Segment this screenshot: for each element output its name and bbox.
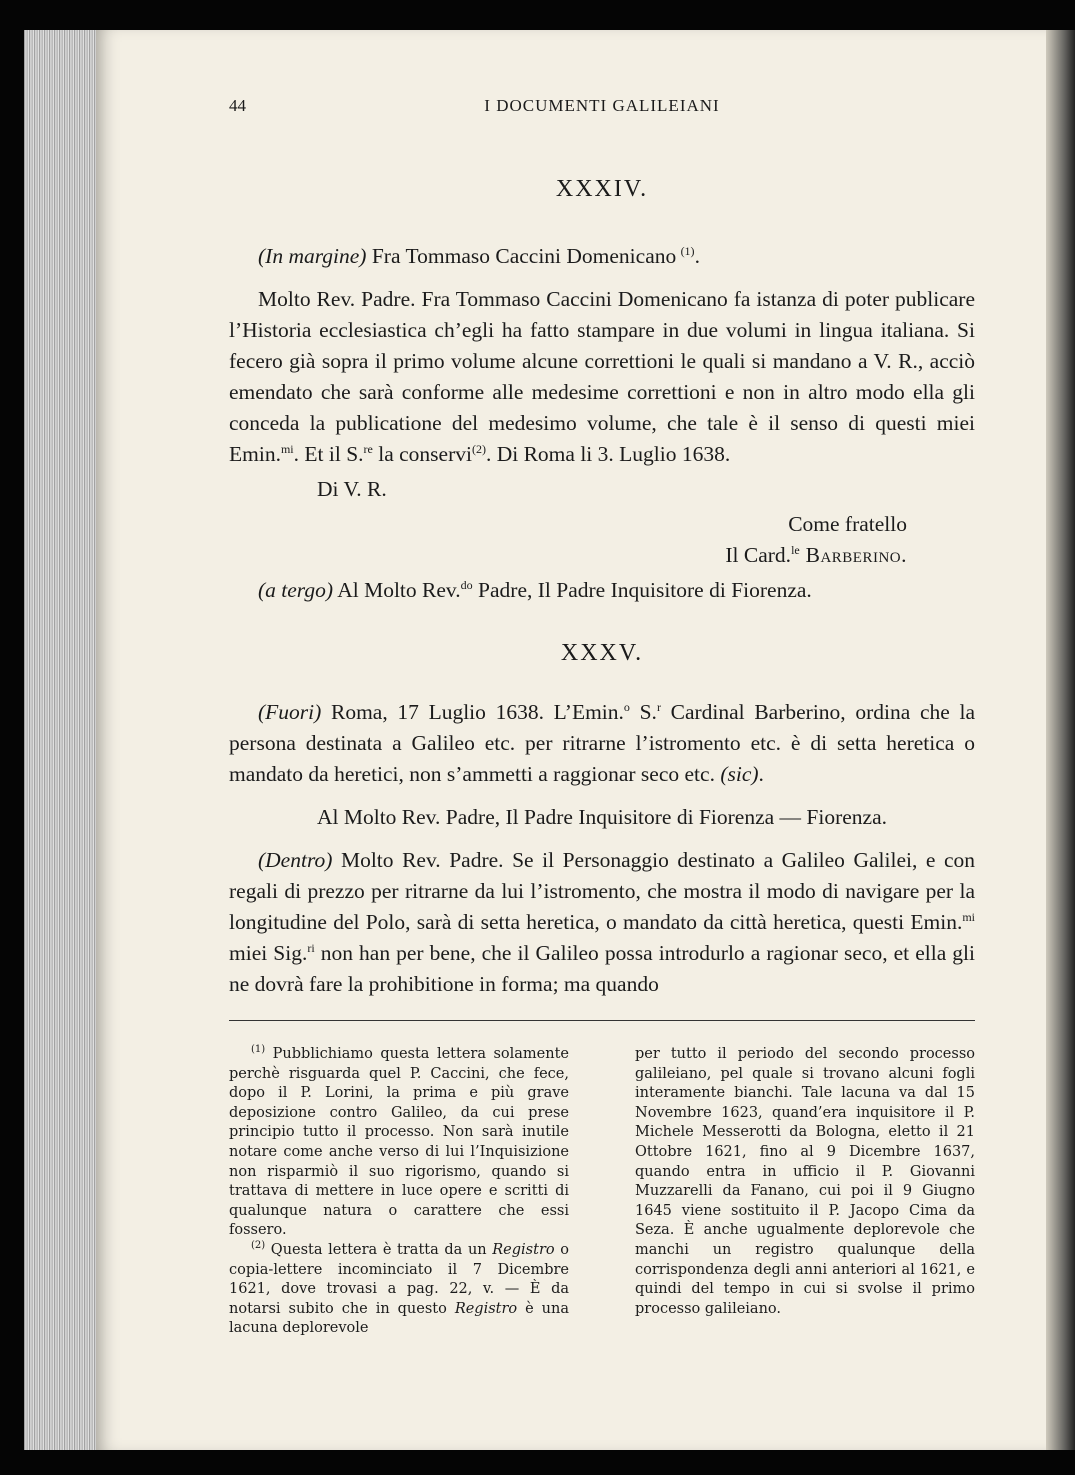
book-gutter: [1046, 30, 1075, 1450]
margin-note: (In margine) Fra Tommaso Caccini Domenicano $^{(1)}$.: [258, 243, 700, 268]
footnote-ref-2: (2): [471, 441, 486, 456]
document-title-xxxiv: XXXIV.: [555, 176, 649, 202]
outside-note: (Fuori) Roma, 17 Luglio 1638. L’Emin.$^o$ S.$^r$ Cardinal Barberino, ordina che la persona destinata a Galileo etc. per ritrarne l’istromento etc. è di setta heretica o mandato da heretici, non s’ammetti a raggionar seco etc. (sic).: [229, 699, 975, 786]
footnote-2-continued: per tutto il periodo del secondo processo galileiano, pel quale si trovano alcuni fogli interamente bianchi. Tale lacuna va dal 15 Novembre 1623, quand’era inquisitore il P. Michele Messerotti da Bologna, eletto il 21 Ottobre 1621, fino al 9 Dicembre 1637, quando entra in ufficio il P. Giovanni Muzzarelli da Fanano, cui poi il 9 Giugno 1645 viene sostituito il P. Jacopo Cima da Seza. È anche ugualmente deplorevole che manchi un registro qualunque della corrispondenza degli anni anteriori al 1621, e quindi del tempo in cui si svolse il primo processo galileiano.: [635, 1046, 975, 1317]
footnotes-right-column: [635, 1045, 975, 1339]
closing: Come fratello: [788, 512, 907, 536]
footnotes: [229, 1045, 975, 1339]
document-title-xxxv: XXXV.: [560, 640, 644, 666]
page-content: [229, 96, 975, 1339]
running-head: [229, 96, 975, 126]
footnote-2: $^{(2)}$ Questa lettera è tratta da un Registro o copia-lettere incominciato il 7 Dicembre 1621, dove trovasi a pag. 22, v. — È da notarsi subito che in questo Registro è una lacuna deplorevole: [229, 1240, 569, 1337]
running-title: I DOCUMENTI GALILEIANI: [484, 96, 720, 115]
letter-body-xxxv: (Dentro) Molto Rev. Padre. Se il Personaggio destinato a Galileo Galilei, e con regali di prezzo per ritrarne da lui l’istromento, che mostra il modo di navigare per la longitudine del Polo, sarà di setta heretica, o mandato da città heretica, questi Emin.$^{mi}$ miei Sig.$^{ri}$ non han per bene, che il Galileo possa introdurlo a ragionar seco, et ella gli ne dovrà fare la prohibitione in forma; ma quando: [229, 848, 975, 996]
page-edges: [24, 30, 104, 1450]
salutation: Di V. R.: [317, 477, 387, 501]
footnote-1: $^{(1)}$ Pubblichiamo questa lettera solamente perchè risguarda quel P. Caccini, che fece, dopo il P. Lorini, la prima e più grave deposizione contro Galileo, da cui prese principio tutto il processo. Non sarà inutile notare come anche verso di lui l’Inquisizione non risparmiò il suo rigorismo, quando si trattava di mettere in luce opere e scritti di qualunque natura o carattere che essi fossero.: [229, 1044, 569, 1239]
letter-body-xxxiv: Molto Rev. Padre. Fra Tommaso Caccini Domenicano fa istanza di poter publicare l’Historia ecclesiastica ch’egli ha fatto stampare in due volumi in lingua italiana. Si fecero già sopra il primo volume alcune correttioni le quali si mandano a V. R., acciò emendato che sarà conforme alle medesime correttioni e non in altro modo ella gli conceda la publicatione del medesimo volume, che tale è il senso di questi miei Emin.$^{mi}$. Et il S.$^{re}$ la conservi$^{(2)}$. Di Roma li 3. Luglio 1638.: [229, 287, 975, 466]
footnote-rule: [229, 1020, 975, 1021]
signature: Il Card.$^{le}$ Barberino.: [725, 542, 907, 567]
footnotes-left-column: [229, 1045, 569, 1339]
footnote-ref-1: (1): [680, 243, 695, 258]
address-xxxv: Al Molto Rev. Padre, Il Padre Inquisitore di Fiorenza — Fiorenza.: [316, 805, 888, 829]
page-number: 44: [229, 96, 246, 115]
address-xxxiv: (a tergo) Al Molto Rev.$^{do}$ Padre, Il Padre Inquisitore di Fiorenza.: [258, 577, 812, 602]
